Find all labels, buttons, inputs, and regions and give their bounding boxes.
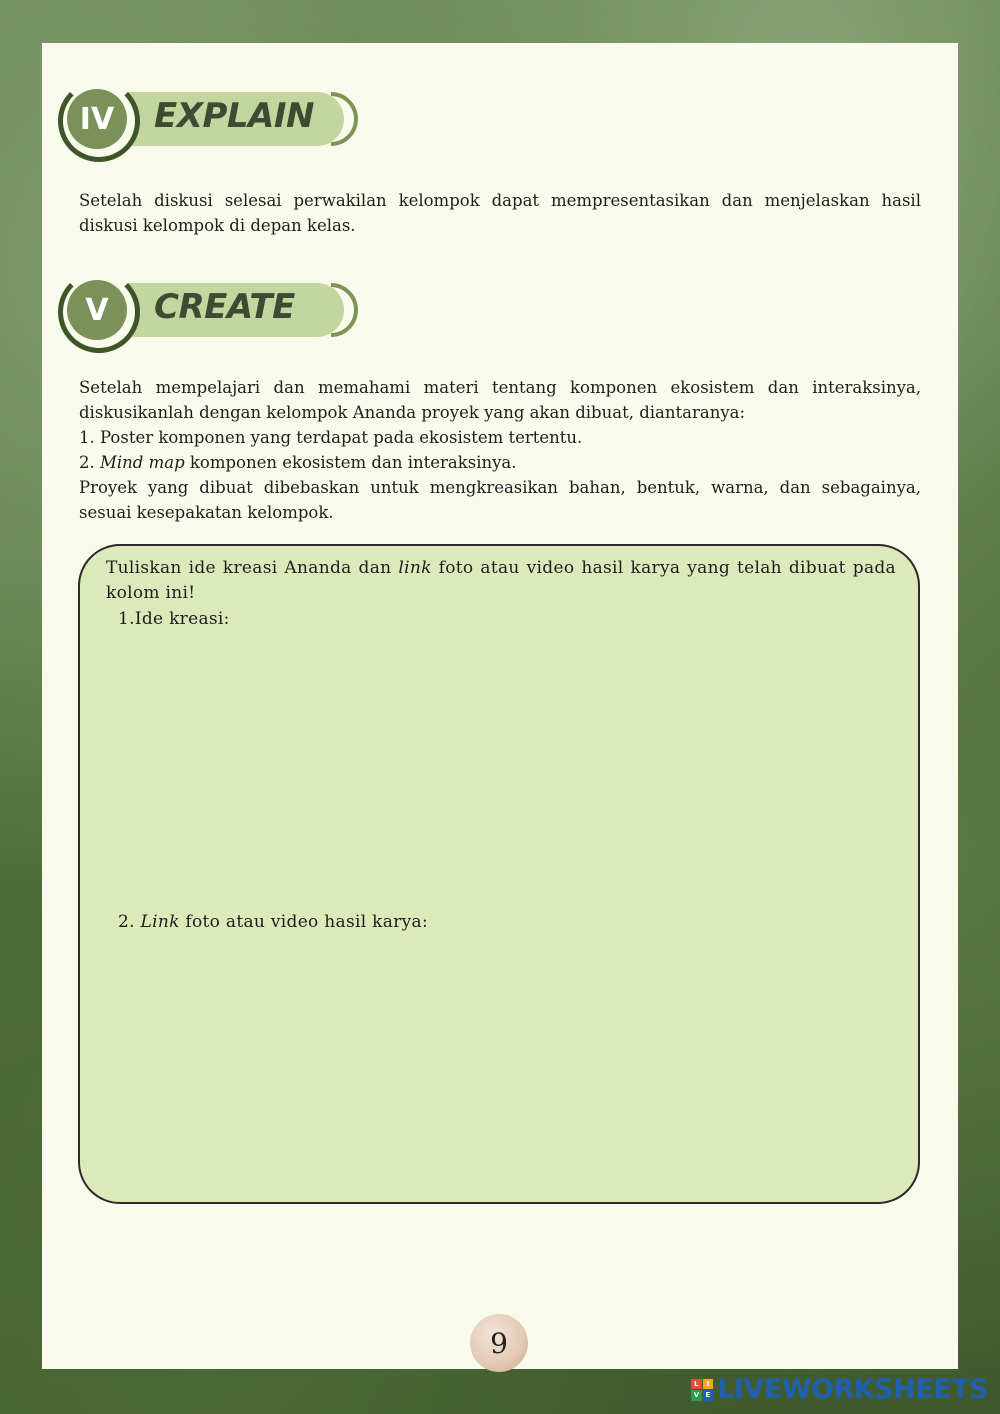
box-intro-italic: link <box>398 558 432 578</box>
box-intro-part-b: foto atau video hasil karya yang telah dibuat pada kolom ini! <box>106 558 896 603</box>
create-text <box>79 375 921 525</box>
create-numeral: V <box>67 280 127 340</box>
create-item-2-rest: komponen ekosistem dan interaksinya. <box>184 453 517 472</box>
explain-section-header <box>58 80 348 172</box>
link-question-prefix: 2. <box>118 912 141 932</box>
link-question-rest: foto atau video hasil karya: <box>179 912 429 932</box>
explain-paragraph: Setelah diskusi selesai perwakilan kelompok dapat mempresentasikan dan menjelaskan hasil diskusi kelompok di depan kelas. <box>79 191 921 235</box>
explain-text <box>79 188 921 238</box>
logo-tile-e: E <box>703 1390 714 1401</box>
explain-title: EXPLAIN <box>154 96 314 136</box>
logo-tile-l: L <box>691 1379 702 1390</box>
liveworksheets-logo <box>691 1374 988 1405</box>
link-question-label <box>118 910 428 935</box>
create-item-1: 1. Poster komponen yang terdapat pada ekosistem tertentu. <box>79 428 583 447</box>
create-item-2 <box>79 450 921 475</box>
liveworksheets-wordmark: LIVEWORKSHEETS <box>717 1374 988 1405</box>
logo-tile-v: V <box>691 1390 702 1401</box>
page-number: 9 <box>490 1326 508 1360</box>
create-section-header <box>58 271 348 363</box>
answer-box <box>78 544 920 1204</box>
link-question-italic: Link <box>140 912 180 932</box>
page-number-badge <box>470 1314 528 1372</box>
create-item-2-italic: Mind map <box>100 453 185 472</box>
create-intro: Setelah mempelajari dan memahami materi tentang komponen ekosistem dan interaksinya, diskusikanlah dengan kelompok Ananda proyek yang akan dibuat, diantaranya: <box>79 378 921 422</box>
explain-numeral: IV <box>67 89 127 149</box>
create-closing: Proyek yang dibuat dibebaskan untuk mengkreasikan bahan, bentuk, warna, dan sebagainya, sesuai kesepakatan kelompok. <box>79 478 921 522</box>
idea-question-label: 1.Ide kreasi: <box>118 609 230 629</box>
worksheet-page <box>42 43 958 1369</box>
create-item-2-prefix: 2. <box>79 453 100 472</box>
box-intro-part-a: Tuliskan ide kreasi Ananda dan <box>106 558 399 578</box>
logo-tile-i: I <box>703 1379 714 1390</box>
create-title: CREATE <box>154 287 295 327</box>
answer-box-instructions <box>106 556 896 606</box>
liveworksheets-logo-icon <box>691 1379 713 1401</box>
